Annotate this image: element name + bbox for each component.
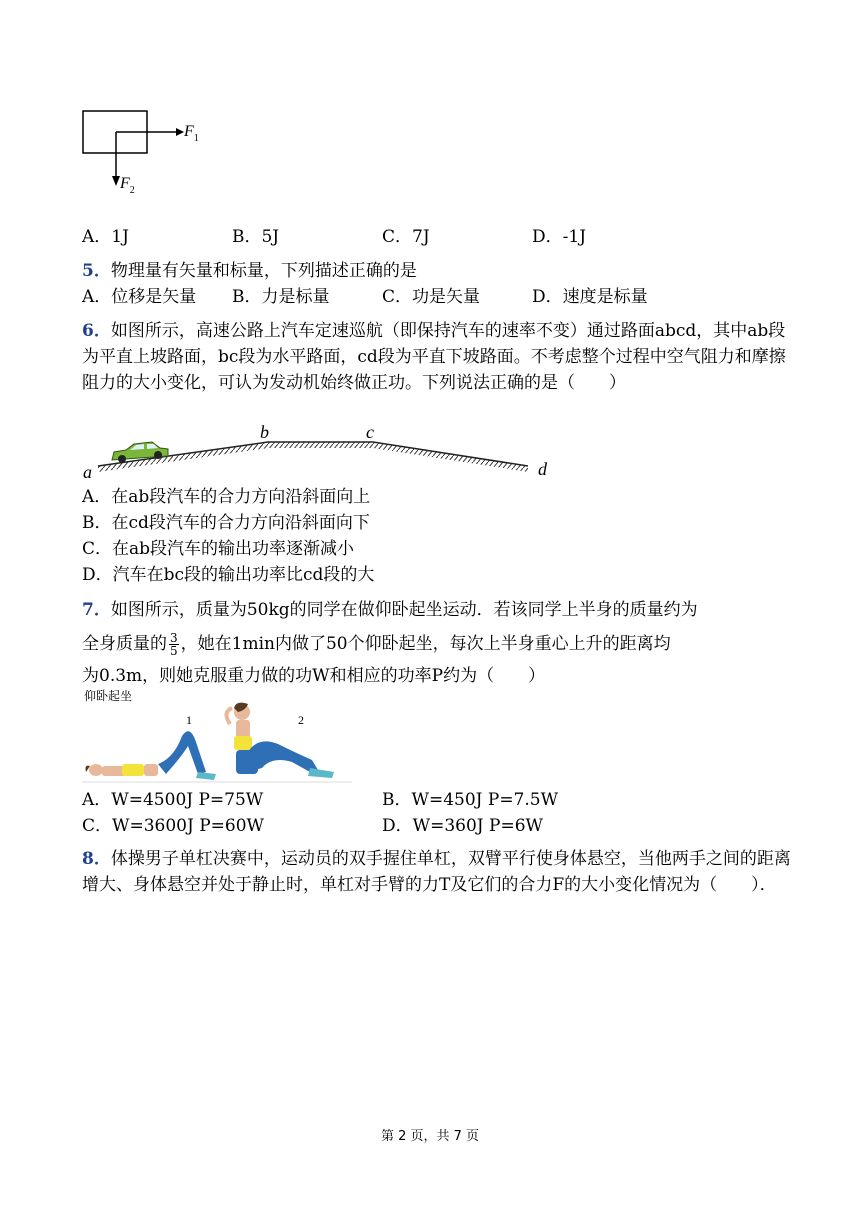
- road-label-b: b: [260, 422, 269, 442]
- q8-stem: [82, 846, 802, 898]
- q7-option-d: D．W=360J P=6W: [382, 816, 543, 836]
- q7-line-2: [82, 630, 671, 658]
- q6-text: 如图所示，高速公路上汽车定速巡航（即保持汽车的速率不变）通过路面abcd，其中ab段为平直上坡路面，bc段为水平路面，cd段为平直下坡路面。不考虑整个过程中空气阻力和摩擦阻力的大小变化，可认为发动机始终做正功。下列说法正确的是（ ）: [82, 321, 786, 393]
- q5-option-c: C．功是矢量: [382, 287, 481, 307]
- q5-stem: [82, 259, 417, 283]
- q6-number: 6．: [82, 321, 111, 341]
- q7-text-1: 如图所示，质量为50kg的同学在做仰卧起坐运动．若该同学上半身的质量约为: [110, 600, 698, 620]
- situp-pose-1: [86, 731, 217, 780]
- q6-option-a: A．在ab段汽车的合力方向沿斜面向上: [82, 487, 371, 507]
- fraction-three-fifths: $\frac{3}{5}$: [170, 631, 178, 658]
- q5-option-b: B．力是标量: [232, 287, 330, 307]
- situp-label-2: 2: [298, 713, 304, 727]
- q7-text-2b: ，她在1min内做了50个仰卧起坐，每次上半身重心上升的距离均: [180, 634, 671, 654]
- situp-figure: [82, 702, 362, 786]
- q4-option-d: D．-1J: [532, 227, 587, 247]
- road-diagram: [78, 420, 568, 485]
- page-footer: 第 2 页，共 7 页: [380, 1129, 480, 1144]
- q7-option-a: A．W=4500J P=75W: [82, 790, 264, 810]
- road-label-c: c: [366, 422, 374, 442]
- situp-label-1: 1: [186, 713, 192, 727]
- q4-option-a: A．1J: [82, 227, 129, 247]
- f2-label: $F_2$: [120, 175, 135, 196]
- situp-pose-2: [226, 703, 334, 778]
- q4-option-c: C．7J: [382, 227, 430, 247]
- q6-option-c: C．在ab段汽车的输出功率逐渐减小: [82, 539, 355, 559]
- q5-number: 5．: [82, 261, 111, 281]
- road-label-a: a: [83, 462, 92, 482]
- q7-option-c: C．W=3600J P=60W: [82, 816, 264, 836]
- road-label-d: d: [538, 459, 547, 479]
- q6-option-b: B．在cd段汽车的合力方向沿斜面向下: [82, 513, 370, 533]
- q6-stem: [82, 318, 802, 396]
- q7-number: 7．: [82, 600, 111, 620]
- q7-option-b: B．W=450J P=7.5W: [382, 790, 559, 810]
- f1-label: $F_1$: [184, 123, 199, 144]
- force-diagram: [76, 104, 216, 200]
- situp-figure-title: 仰卧起坐: [84, 689, 133, 703]
- q8-number: 8．: [82, 849, 111, 869]
- q5-option-d: D．速度是标量: [532, 287, 648, 307]
- q5-option-a: A．位移是矢量: [82, 287, 197, 307]
- q8-text: 体操男子单杠决赛中，运动员的双手握住单杠，双臂平行使身体悬空，当他两手之间的距离增大、身体悬空并处于静止时，单杠对手臂的力T及它们的合力F的大小变化情况为（ ）．: [82, 849, 791, 895]
- q4-option-b: B．5J: [232, 227, 280, 247]
- q7-line-1: [82, 598, 698, 622]
- q7-line-3: 为0.3m，则她克服重力做的功W和相应的功率P约为（ ）: [82, 666, 546, 686]
- q6-option-d: D．汽车在bc段的输出功率比cd段的大: [82, 565, 375, 585]
- q5-text: 物理量有矢量和标量，下列描述正确的是: [110, 261, 417, 281]
- q7-text-2a: 全身质量的: [82, 634, 167, 654]
